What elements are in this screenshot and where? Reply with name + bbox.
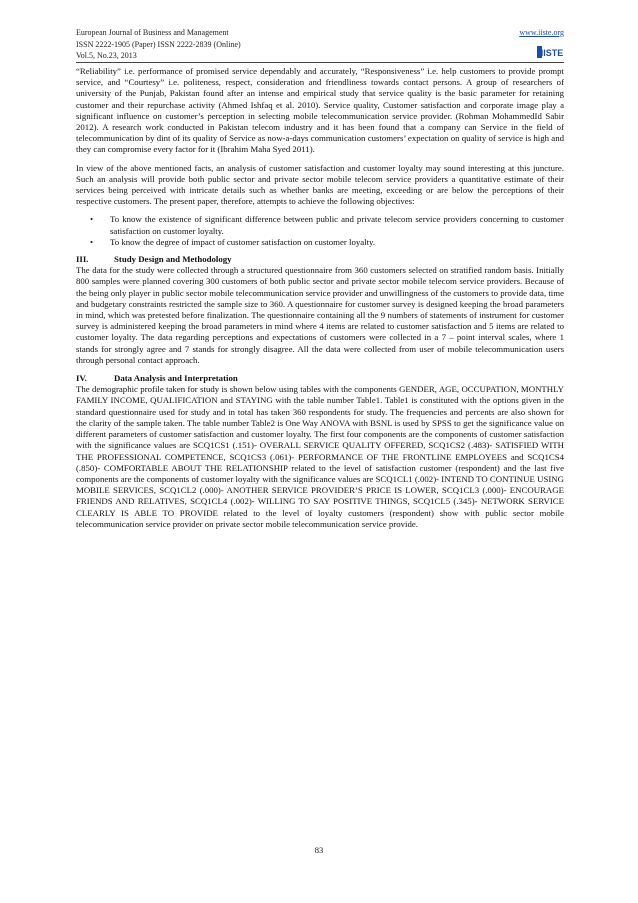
article-body xyxy=(76,66,564,537)
paragraph-study-design: The data for the study were collected through a structured questionnaire from 360 customers selected on stratified random basis. Initially 800 samples were planned covering 300 customers of both public sector and private sector mobile telecom service providers. Because of the being only player in public sector mobile telecommunication service provider and unwillingness of the customers to provide data, time and budgetary constraints restricted the sample size to 360. A questionnaire for customer survey is designed keeping the broad parameters in mind, which was pretested before finalization. The questionnaire containing all the 9 numbers of statements of instrument for customer survey is administered keeping the broad parameters in mind where 4 items are related to customer satisfaction and 5 items are related to customer loyalty. The data regarding perceptions and expectations of customers were collected in a 7 – point interval scales, where 1 stands for strongly agree and 7 stands for strongly disagree. All the data were collected from user of mobile telecommunication users through personal contact approach. xyxy=(76,265,564,365)
paragraph-objectives-intro: In view of the above mentioned facts, an analysis of customer satisfaction and customer loyalty may sound interesting at this juncture. Such an analysis will provide both public sector and private sector mobile telecom service providers a quantitative estimate of their services being perceived with intricate details such as whether banks are meeting, exceeding or are below the perceptions of their respective customers. The present paper, therefore, attempts to achieve the following objectives: xyxy=(76,162,564,207)
iiste-logo xyxy=(537,45,564,59)
section-heading-data-analysis xyxy=(76,373,564,384)
objectives-list xyxy=(76,214,564,248)
section-number: IV. xyxy=(76,373,87,384)
paragraph-data-analysis: The demographic profile taken for study is shown below using tables with the components GENDER, AGE, OCCUPATION, MONTHLY FAMILY INCOME, QUALIFICATION and STAYING with the table number Table1. Table1 is constituted with the options given in the standard questionnaire used for study and in total has taken 360 respondents for study. The frequencies and percents are also shown for the clarity of the sample taken. The table number Table2 is One Way ANOVA with BSNL is used by SPSS to get the significance value on different parameters of customer satisfaction and customer loyalty. The first four components are the components of customer satisfaction with the significance values are SCQ1CS1 (.151)- OVERALL SERVICE QUALITY OFFERED, SCQ1CS2 (.483)- SATISFIED WITH THE PROFESSIONAL COMPETENCE, SCQ1CS3 (.061)- PERFORMANCE OF THE FRONTLINE EMPLOYEES and SCQ1CS4 (.850)- COMFORTABLE ABOUT THE RELATIONSHIP related to the level of satisfaction customer (respondent) and the last five components are the components of customer loyalty with the significance values are SCQ1CL1 (.002)- INTEND TO CONTINUE USING MOBILE SERVICES, SCQ1CL2 (.000)- ANOTHER SERVICE PROVIDER’S PRICE IS LOWER, SCQ1CL3 (.000)- ENCOURAGE FRIENDS AND RELATIVES, SCQ1CL4 (.002)- WILLING TO SAY POSITIVE THINGS, SCQ1CL5 (.345)- NETWORK SERVICE CLEARLY IS ABLE TO PROVIDE related to the level of loyalty customers (respondent) show with public sector mobile telecommunication service provider on private sector mobile telecommunication service provide. xyxy=(76,384,564,529)
list-item xyxy=(76,214,564,236)
journal-volume: Vol.5, No.23, 2013 xyxy=(76,51,137,60)
bullet-icon: • xyxy=(90,236,94,247)
section-heading-study-design xyxy=(76,254,564,265)
bullet-icon: • xyxy=(90,214,94,225)
journal-header xyxy=(76,27,564,62)
paragraph-service-quality: “Reliability” i.e. performance of promised service dependably and accurately, “Responsiveness” i.e. help customers to provide prompt service, and “Courtesy” i.e. politeness, respect, consideration and friendliness towards contact persons. A group of researchers of university of the Punjab, Pakistan found after an intense and empirical study that service quality is the basic parameter for retaining customer and their repurchase activity (Ahmed Ishfaq et al. 2010). Service quality, Customer satisfaction and corporate image play a significant influence on customer’s perception in selecting mobile telecommunication service provider. (Rohman MohammedId Sabir 2012). A research work conducted in Pakistan telecom industry and it has been found that a company can Service in the field of telecommunication by dint of its quality of Service as now-a-days communication customers’ expectation on quality of service is high and they can compromise every factor for it (Ibrahim Maha Syed 2011). xyxy=(76,66,564,155)
journal-name: European Journal of Business and Management xyxy=(76,28,229,37)
header-divider xyxy=(76,62,564,63)
objective-text: To know the existence of significant difference between public and private telecom service providers concerning to customer satisfaction on customer loyalty. xyxy=(110,214,564,236)
journal-url-link[interactable]: www.iiste.org xyxy=(519,28,564,37)
section-title: Study Design and Methodology xyxy=(114,254,232,265)
list-item xyxy=(76,237,564,248)
journal-issn: ISSN 2222-1905 (Paper) ISSN 2222-2839 (Online) xyxy=(76,39,241,49)
section-title: Data Analysis and Interpretation xyxy=(114,373,238,384)
section-number: III. xyxy=(76,254,89,265)
logo-text: IISTE xyxy=(540,48,564,58)
objective-text: To know the degree of impact of customer satisfaction on customer loyalty. xyxy=(110,236,376,247)
page-number: 83 xyxy=(314,845,324,855)
